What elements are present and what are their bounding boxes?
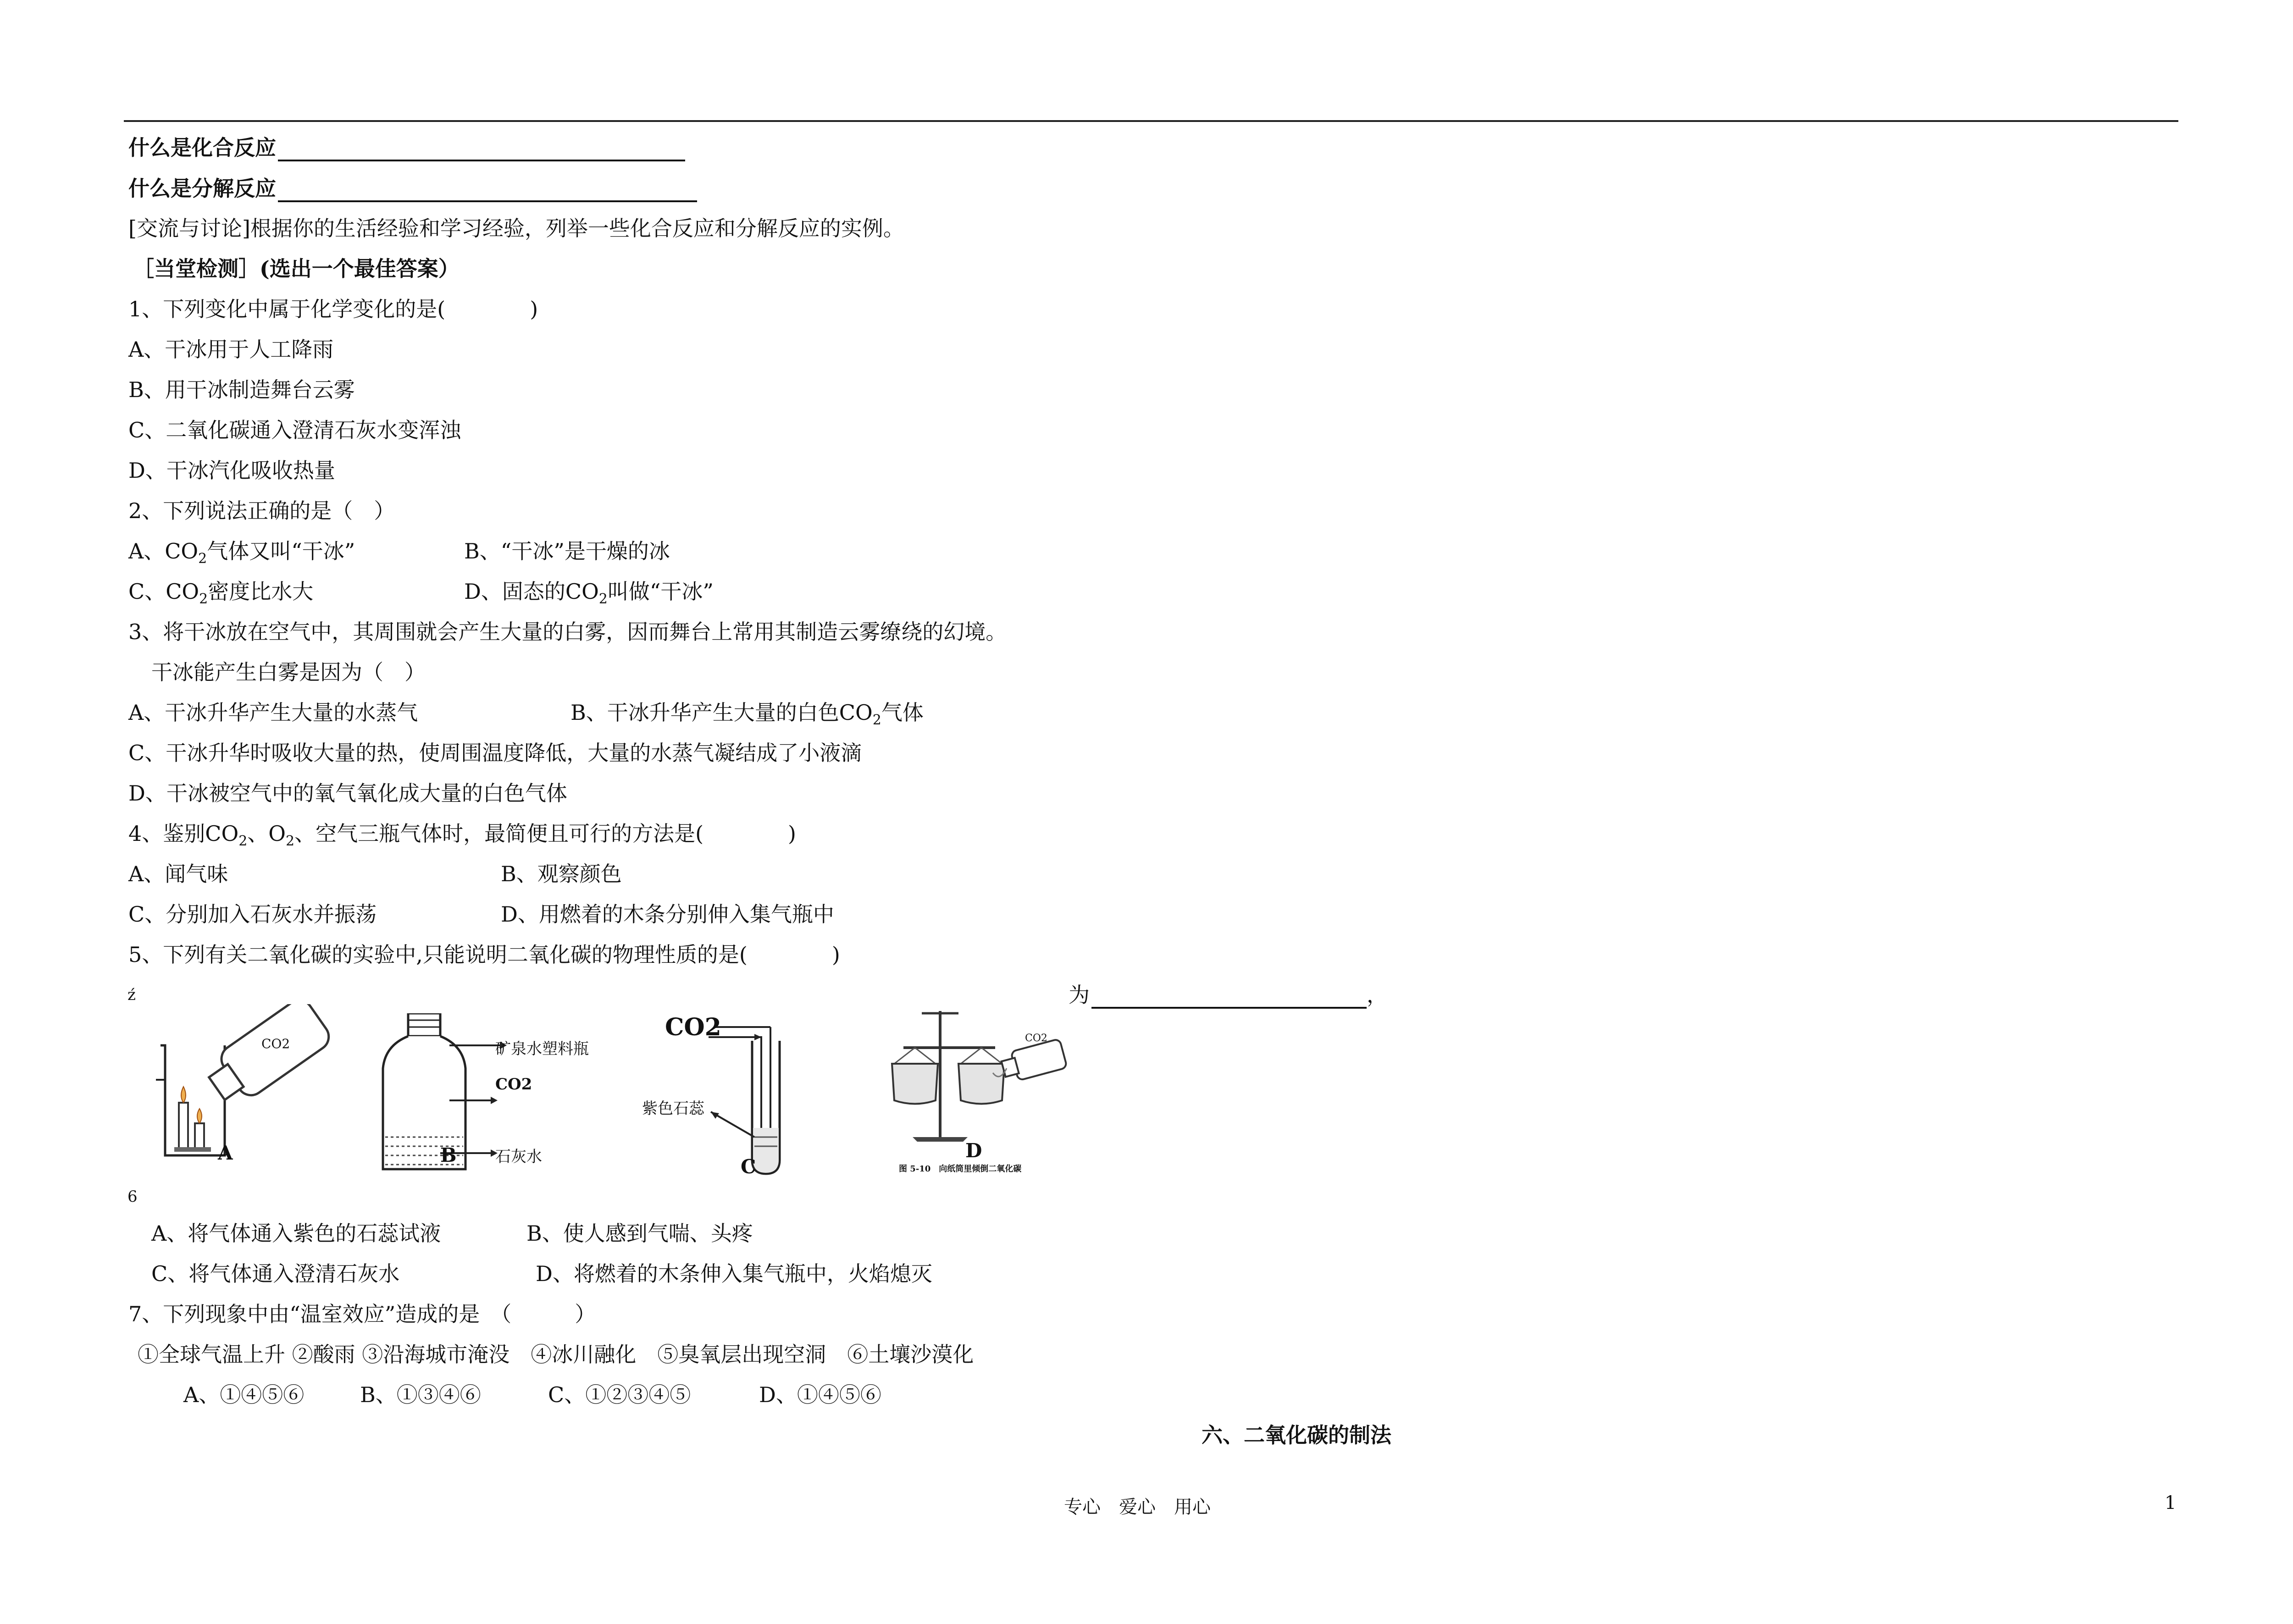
q2-option-a: A、$CO_2$气体又叫“干冰” [128, 539, 355, 567]
stray-mark: ź [127, 986, 136, 1004]
figure-d-co2-label: CO2 [1025, 1033, 1047, 1044]
q4-option-d: D、用燃着的木条分别伸入集气瓶中 [501, 902, 834, 927]
header-rule [124, 120, 2178, 122]
q1-option-a: A、干冰用于人工降雨 [128, 337, 334, 362]
q2-option-d: D、固态的$CO_2$叫做“干冰” [464, 579, 714, 608]
q1-stem: 1、下列变化中属于化学变化的是( ) [128, 297, 538, 321]
q7-option-a: A、①④⑤⑥ [183, 1382, 305, 1407]
figure-a-co2-label: CO2 [261, 1036, 290, 1051]
footer-center: 专心 爱心 用心 [1064, 1497, 1211, 1518]
q7-option-b: B、①③④⑥ [360, 1382, 481, 1407]
q6-option-a: A、将气体通入紫色的石蕊试液 [151, 1221, 441, 1246]
q1-option-c: C、二氧化碳通入澄清石灰水变浑浊 [128, 418, 461, 442]
stray-mark: 6 [127, 1188, 138, 1206]
answer-blank[interactable] [278, 180, 697, 202]
q-combination-label: 什么是化合反应 [128, 135, 276, 160]
q3-option-a: A、干冰升华产生大量的水蒸气 [128, 700, 418, 725]
answer-blank[interactable] [278, 139, 685, 161]
figure-c-litmus-label: 紫色石蕊 [642, 1099, 704, 1118]
q7-option-c: C、①②③④⑤ [548, 1382, 691, 1407]
q6-option-c: C、将气体通入澄清石灰水 [151, 1261, 400, 1286]
figure-c-label: C [741, 1155, 756, 1178]
figure-b-co2-label: CO2 [495, 1075, 532, 1094]
q7-items: ①全球气温上升 ②酸雨 ③沿海城市淹没 ④冰川融化 ⑤臭氧层出现空洞 ⑥土壤沙漠化 [138, 1342, 974, 1367]
figure-a-drawing [151, 1004, 344, 1169]
figure-c-co2-label: CO2 [665, 1013, 721, 1041]
q3-option-d: D、干冰被空气中的氧气氧化成大量的白色气体 [128, 781, 567, 806]
q3-stem: 3、将干冰放在空气中，其周围就会产生大量的白雾，因而舞台上常用其制造云雾缭绕的幻境。 [128, 619, 1007, 644]
figure-b [381, 1013, 619, 1178]
figure-d-caption: 图 5-10 向纸筒里倾倒二氧化碳 [899, 1164, 1022, 1174]
q1-option-d: D、干冰汽化吸收热量 [128, 458, 335, 483]
q-decomposition-line [128, 175, 697, 202]
q1-option-b: B、用干冰制造舞台云雾 [128, 377, 355, 402]
page-number: 1 [2165, 1492, 2177, 1514]
figure-a-label: A [218, 1142, 233, 1164]
q6-option-b: B、使人感到气喘、头疼 [526, 1221, 753, 1246]
q3-stem-2: 干冰能产生白雾是因为（ ） [151, 660, 426, 685]
q-decomposition-label: 什么是分解反应 [128, 176, 276, 201]
q2-option-c: C、$CO_2$密度比水大 [128, 579, 314, 608]
figure-d-label: D [965, 1139, 982, 1162]
q7-option-d: D、①④⑤⑥ [759, 1382, 881, 1407]
q3-option-c: C、干冰升华时吸收大量的热，使周围温度降低，大量的水蒸气凝结成了小液滴 [128, 740, 862, 765]
q4-option-b: B、观察颜色 [501, 862, 622, 886]
q4-stem: 4、鉴别$CO_2$、$O_2$、空气三瓶气体时，最简便且可行的方法是( ) [128, 821, 796, 850]
q6-option-d: D、将燃着的木条伸入集气瓶中，火焰熄灭 [536, 1261, 932, 1286]
figure-d [890, 1004, 1082, 1178]
figure-a [151, 1004, 344, 1169]
section-6-heading: 六、二氧化碳的制法 [1202, 1423, 1391, 1447]
discussion-text: [交流与讨论]根据你的生活经验和学习经验，列举一些化合反应和分解反应的实例。 [128, 216, 904, 241]
q2-stem: 2、下列说法正确的是（ ） [128, 498, 395, 523]
section-title: ［当堂检测］(选出一个最佳答案） [133, 256, 460, 281]
figure-b-label: B [440, 1144, 457, 1166]
q3-option-b: B、干冰升华产生大量的白色$CO_2$气体 [570, 700, 924, 729]
q4-option-a: A、闻气味 [128, 862, 228, 886]
q2-option-b: B、“干冰”是干燥的冰 [464, 539, 670, 563]
figure-b-lime-label: 石灰水 [495, 1148, 542, 1166]
figure-c [637, 1009, 839, 1183]
q7-stem: 7、下列现象中由“温室效应”造成的是 （ ） [128, 1302, 596, 1326]
q4-option-c: C、分别加入石灰水并振荡 [128, 902, 377, 927]
figure-b-bottle-label: 矿泉水塑料瓶 [495, 1040, 589, 1058]
q5-right-fragment: 为 ， [1069, 981, 1388, 1009]
answer-blank[interactable] [1091, 987, 1367, 1009]
q-combination-line [128, 134, 685, 161]
figure-d-drawing [890, 1004, 1082, 1160]
q5-stem: 5、下列有关二氧化碳的实验中,只能说明二氧化碳的物理性质的是( ) [128, 942, 840, 967]
